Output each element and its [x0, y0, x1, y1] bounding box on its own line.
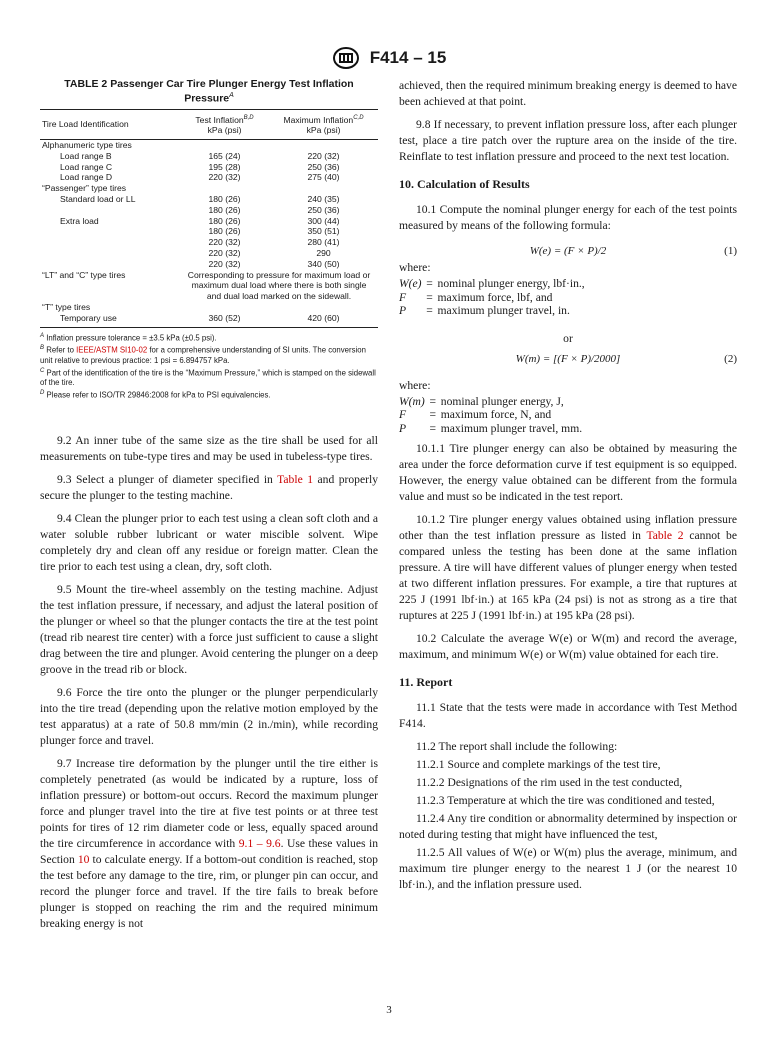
- or-separator: or: [563, 331, 573, 345]
- equals-sign: =: [426, 277, 433, 290]
- variable-description: maximum plunger travel, mm.: [440, 421, 583, 435]
- table-row: [40, 162, 378, 173]
- table-1-link[interactable]: Table 1: [277, 472, 314, 486]
- variable-row: [399, 422, 737, 436]
- cell-lt-note: Corresponding to pressure for maximum load or maximum dual load where there is both single and dual load marked on the sidewall.: [187, 269, 371, 302]
- equation-2: W(m) = [(F × P)/2000] (2): [515, 352, 737, 365]
- para-10-2: 10.2 Calculate the average W(e) or W(m) and record the average, maximum, and minimum W(e) or W(m) value obtained for each tire.: [399, 632, 737, 661]
- cell-test-inflation: 220 (32): [208, 172, 241, 183]
- equals-sign: =: [426, 290, 433, 304]
- variable-description: maximum plunger travel, in.: [437, 304, 570, 317]
- variable-list-2: [399, 395, 737, 436]
- variable-description: nominal plunger energy, J,: [440, 394, 564, 408]
- table-row: [40, 248, 378, 259]
- astm-logo-icon: [332, 46, 360, 70]
- cell-tire-load: Extra load: [60, 215, 99, 226]
- variable-symbol: W(m): [399, 394, 425, 408]
- table-footnotes: [40, 331, 378, 401]
- section-10-heading: 10. Calculation of Results: [399, 177, 530, 191]
- para-10-1-2: 10.1.2 Tire plunger energy values obtained using inflation pressure other than the test inflation pressure as listed in Table 2 cannot be compared unless the testing has been done at the same inflation pressure. A tire will have different values of plunger energy when tested at two different inflation pressures. For example, a tire that ruptures at 225 J (1991 lbf·in.) at 165 kPa (24 psi) is not as strong as a tire that ruptures at 225 J (1991 lbf·in.) at 195 kPa (28 psi).: [399, 513, 737, 622]
- cell-test-inflation: 220 (32): [208, 258, 241, 269]
- equals-sign: =: [429, 394, 437, 408]
- cell-tire-load: [40, 226, 180, 237]
- col-header-test-inflation: Test Inflation$^{B,D}$ kPa (psi): [195, 114, 254, 136]
- where-label-1: where:: [399, 261, 431, 274]
- table-2-link[interactable]: Table 2: [646, 529, 684, 542]
- table-row: [40, 302, 378, 313]
- para-11-2-4: 11.2.4 Any tire condition or abnormality determined by inspection or noted during testing that might have influenced the test,: [399, 812, 737, 841]
- table-row: [40, 139, 378, 150]
- para-9-7: 9.7 Increase tire deformation by the plunger until the tire either is completely penetrated (as would be indicated by a rupture, loss of inflation pressure) or bottom-out occurs. Record the maximum plunger force and plunger travel into the tire at five test points or at three test points for tires of 12 rim diameter code or less, equally spaced around the tire circumference in accordance with 9.1 – 9.6. Use these values in Section 10 to calculate energy. If a bottom-out condition is reached, stop the test before any damage to the tire, rim, or plunger pin can occur, and record the plunger force and travel. If the tire fails to break before plunger is stopped on reaching the rim and the required minimum breaking energy is not: [40, 756, 379, 930]
- footnote-a: $^A$ Inflation pressure tolerance = ±3.5 kPa (±0.5 psi).: [40, 332, 217, 343]
- para-11-2: 11.2 The report shall include the following:: [416, 740, 618, 753]
- variable-row: [399, 304, 737, 318]
- para-9-2: 9.2 An inner tube of the same size as the tire shall be used for all measurements on tube-type tires and may be used in tubeless-type tires.: [40, 433, 378, 463]
- table-row: [40, 172, 378, 183]
- footnote-d: $^D$ Please refer to ISO/TR 29846:2008 for kPa to PSI equivalencies.: [40, 390, 271, 400]
- variable-description: maximum force, lbf, and: [437, 290, 553, 304]
- para-11-2-3: 11.2.3 Temperature at which the tire was conditioned and tested,: [416, 794, 715, 807]
- variable-row: [399, 408, 737, 422]
- cell-test-inflation: 180 (26): [208, 204, 241, 215]
- para-11-2-5: 11.2.5 All values of W(e) or W(m) plus the average, minimum, and maximum tire plunger energy to the nearest 1 J (or the nearest 10 lbf·in.), and the inflation pressure used.: [399, 846, 737, 891]
- para-9-7-continued: achieved, then the required minimum breaking energy is deemed to have been achieved at that point.: [399, 79, 737, 108]
- cell-test-inflation: [180, 139, 269, 150]
- cell-test-inflation: 180 (26): [208, 193, 241, 204]
- cell-max-inflation: 290: [316, 247, 331, 258]
- left-column: [40, 78, 378, 939]
- cell-test-inflation: 180 (26): [208, 226, 241, 237]
- variable-description: maximum force, N, and: [440, 408, 552, 421]
- cell-test-inflation: 220 (32): [208, 247, 241, 258]
- table-row: [40, 151, 378, 162]
- para-9-8: 9.8 If necessary, to prevent inflation pressure loss, after each plunger test, place a tire patch over the rupture area on the inside of the tire. Reinflate to test inflation pressure and proceed to the next test location.: [399, 118, 737, 163]
- cell-max-inflation: [269, 139, 378, 150]
- cell-tire-load: “T” type tires: [42, 301, 91, 312]
- footnote-c: $^C$ Part of the identification of the tire is the “Maximum Pressure,” which is stamped on the sidewall of the tire.: [40, 367, 376, 388]
- table-row: [40, 194, 378, 205]
- cell-tire-load: Temporary use: [60, 312, 117, 323]
- cell-test-inflation: 360 (52): [208, 312, 241, 323]
- variable-symbol: P: [399, 304, 407, 317]
- page-number: 3: [386, 1004, 392, 1016]
- table-row: [40, 270, 378, 302]
- document-designation: F414 – 15: [369, 48, 447, 67]
- cell-tire-load: Load range B: [60, 150, 112, 161]
- cell-max-inflation: 300 (44): [307, 215, 340, 226]
- table-row: [40, 259, 378, 270]
- col-header-tire-load: Tire Load Identification: [42, 118, 129, 129]
- para-11-2-1: 11.2.1 Source and complete markings of the test tire,: [416, 758, 661, 771]
- cell-test-inflation: 165 (24): [208, 150, 241, 161]
- table-row: [40, 237, 378, 248]
- cell-test-inflation: 180 (26): [208, 215, 241, 226]
- variable-description: nominal plunger energy, lbf·in.,: [437, 277, 585, 290]
- cell-max-inflation: [269, 183, 378, 194]
- table-row: [40, 216, 378, 227]
- cell-max-inflation: 340 (50): [307, 258, 340, 269]
- cell-test-inflation: [180, 183, 269, 194]
- cell-tire-load: Load range C: [60, 161, 113, 172]
- cell-max-inflation: 420 (60): [307, 312, 340, 323]
- cell-tire-load: Load range D: [60, 172, 113, 183]
- cell-tire-load: [40, 237, 180, 248]
- cell-max-inflation: 220 (32): [307, 150, 340, 161]
- cell-test-inflation: 220 (32): [208, 237, 241, 248]
- cell-tire-load: “Passenger” type tires: [42, 183, 127, 194]
- table-2: [40, 109, 378, 328]
- cell-max-inflation: 275 (40): [307, 172, 340, 183]
- section-11-heading: 11. Report: [399, 675, 453, 689]
- table-2-title: TABLE 2 Passenger Car Tire Plunger Energy Test Inflation Pressure$^A$: [64, 78, 354, 105]
- variable-symbol: P: [399, 421, 407, 435]
- ieee-astm-link[interactable]: IEEE/ASTM SI10-02: [76, 345, 148, 355]
- cell-tire-load: [40, 205, 180, 216]
- para-10-1: 10.1 Compute the nominal plunger energy for each of the test points measured by means of the following formula:: [399, 203, 737, 232]
- equation-1: W(e) = (F × P)/2 (1): [529, 245, 737, 257]
- variable-list-1: [399, 277, 737, 318]
- equals-sign: =: [426, 304, 433, 317]
- variable-row: [399, 395, 737, 409]
- section-9-1-9-6-link[interactable]: 9.1 – 9.6: [238, 836, 281, 850]
- where-label-2: where:: [399, 378, 431, 392]
- table-row: [40, 226, 378, 237]
- right-column: [399, 78, 737, 895]
- cell-tire-load: [40, 248, 180, 259]
- cell-max-inflation: 250 (36): [307, 161, 340, 172]
- section-10-link[interactable]: 10: [77, 852, 90, 866]
- para-9-6: 9.6 Force the tire onto the plunger or the plunger perpendicularly into the tire tread (depending upon the relative motion employed by the test apparatus) at a rate of 50.8 mm/min (2 in./min), while recording plunger force and travel.: [40, 685, 378, 747]
- para-9-4: 9.4 Clean the plunger prior to each test using a clean soft cloth and a water soluble rubber lubricant or water miscible solvent. Wipe completely dry and clean off any residue or foreign matter. Clean the tire prior to each test using a clean, dry, soft cloth.: [40, 511, 378, 573]
- equals-sign: =: [429, 408, 437, 421]
- cell-tire-load: “LT” and “C” type tires: [42, 269, 126, 280]
- para-9-5: 9.5 Mount the tire-wheel assembly on the testing machine. Adjust the test inflation pressure, if necessary, and adjust the lateral position of the plunger or wheel so that the plunger contacts the tire at the test point (tread rib nearest tire center) with a force just sufficient to cause a slight drag between the tire and plunger. Avoid centering the plunger on a deep groove in the tread rib or block.: [40, 582, 378, 676]
- cell-test-inflation: 195 (28): [208, 161, 241, 172]
- col-header-max-inflation: Maximum Inflation$^{C,D}$ kPa (psi): [283, 114, 364, 136]
- table-2-body: [40, 139, 378, 327]
- variable-symbol: F: [399, 408, 407, 421]
- variable-row: [399, 291, 737, 305]
- table-row: [40, 205, 378, 216]
- table-header-row: [40, 109, 378, 139]
- para-9-3: 9.3 Select a plunger of diameter specified in Table 1 and properly secure the plunger to the testing machine.: [40, 472, 379, 502]
- variable-symbol: W(e): [399, 277, 422, 290]
- para-10-1-1: 10.1.1 Tire plunger energy can also be obtained by measuring the area under the force deformation curve if test equipment is so equipped. However, the energy value obtained can be different from the formula value and must so be indicated in the test report.: [399, 442, 737, 503]
- para-11-2-2: 11.2.2 Designations of the rim used in the test conducted,: [416, 776, 683, 789]
- cell-tire-load: [40, 259, 180, 270]
- cell-tire-load: Alphanumeric type tires: [42, 139, 132, 150]
- table-row: [40, 183, 378, 194]
- footnote-b: $^B$ Refer to IEEE/ASTM SI10-02 for a comprehensive understanding of SI units. The conversion unit relative to previous practice: 1 psi = 6.894757 kPa.: [40, 345, 366, 365]
- cell-tire-load: Standard load or LL: [60, 193, 136, 204]
- table-row: [40, 313, 378, 327]
- cell-max-inflation: 350 (51): [307, 226, 340, 237]
- cell-max-inflation: 240 (35): [307, 193, 340, 204]
- para-11-1: 11.1 State that the tests were made in accordance with Test Method F414.: [399, 701, 737, 730]
- page-header: [0, 46, 778, 70]
- cell-max-inflation: 250 (36): [307, 204, 340, 215]
- variable-row: [399, 277, 737, 291]
- equals-sign: =: [429, 421, 437, 435]
- variable-symbol: F: [399, 290, 407, 304]
- cell-max-inflation: 280 (41): [307, 237, 340, 248]
